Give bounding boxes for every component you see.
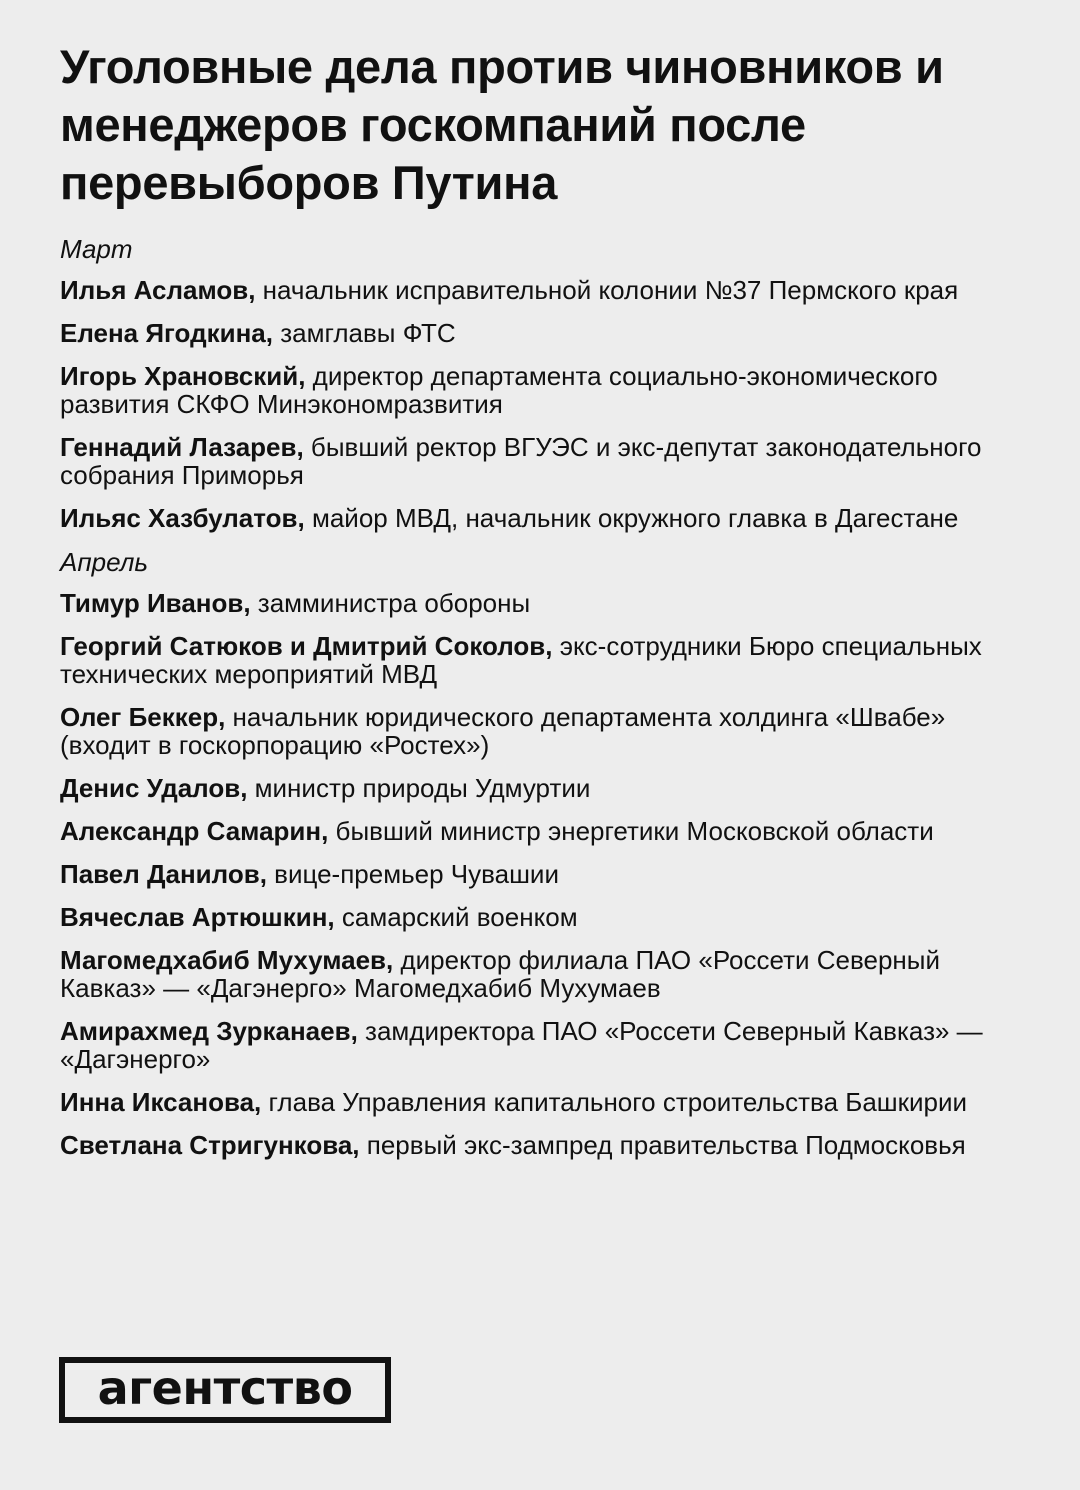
person-description: экс-сотрудники Бюро специальных технических мероприятий МВД: [60, 631, 982, 689]
person-name: Тимур Иванов,: [60, 588, 251, 618]
list-item: [60, 433, 1020, 489]
person-description: майор МВД, начальник окружного главка в Дагестане: [304, 503, 959, 533]
list-item: [60, 817, 1020, 845]
person-name: Денис Удалов,: [60, 773, 248, 803]
list-item: [60, 1017, 1020, 1073]
document: [60, 38, 1020, 1174]
logo-text: агентство: [97, 1361, 353, 1415]
list-item: [60, 774, 1020, 802]
list-item: [60, 632, 1020, 688]
list-item: [60, 276, 1020, 304]
person-name: Магомедхабиб Мухумаев,: [60, 945, 394, 975]
section-label: Апрель: [60, 547, 149, 577]
entry-list: [60, 276, 1020, 532]
person-name: Георгий Сатюков и Дмитрий Соколов,: [60, 631, 553, 661]
list-item: [60, 589, 1020, 617]
list-item: [60, 319, 1020, 347]
person-description: начальник исправительной колонии №37 Пермского края: [255, 275, 959, 305]
list-item: [60, 362, 1020, 418]
person-name: Александр Самарин,: [60, 816, 329, 846]
person-name: Павел Данилов,: [60, 859, 267, 889]
person-description: бывший ректор ВГУЭС и экс-депутат законодательного собрания Приморья: [60, 432, 982, 490]
person-description: первый экс-зампред правительства Подмосковья: [359, 1130, 966, 1160]
section-march: [60, 234, 1020, 532]
person-description: директор филиала ПАО «Россети Северный Кавказ» — «Дагэнерго» Магомедхабиб Мухумаев: [60, 945, 940, 1003]
page-title: Уголовные дела против чиновников и менеджеров госкомпаний после перевыборов Путина: [60, 40, 944, 209]
agency-logo: [59, 1357, 391, 1423]
list-item: [60, 1088, 1020, 1116]
person-description: министр природы Удмуртии: [247, 773, 591, 803]
person-name: Светлана Стригункова,: [60, 1130, 360, 1160]
person-description: замглавы ФТС: [272, 318, 456, 348]
section-label: Март: [60, 234, 133, 264]
person-description: начальник юридического департамента холдинга «Швабе» (входит в госкорпорацию «Ростех»): [60, 702, 946, 760]
person-name: Елена Ягодкина,: [60, 318, 273, 348]
person-name: Олег Беккер,: [60, 702, 226, 732]
person-name: Вячеслав Артюшкин,: [60, 902, 335, 932]
list-item: [60, 903, 1020, 931]
person-description: вице-премьер Чувашии: [266, 859, 559, 889]
person-description: директор департамента социально-экономического развития СКФО Минэкономразвития: [60, 361, 938, 419]
person-description: глава Управления капитального строительства Башкирии: [261, 1087, 968, 1117]
person-name: Илья Асламов,: [60, 275, 256, 305]
person-description: бывший министр энергетики Московской области: [328, 816, 934, 846]
person-description: замдиректора ПАО «Россети Северный Кавказ» — «Дагэнерго»: [60, 1016, 983, 1074]
person-description: замминистра обороны: [250, 588, 531, 618]
list-item: [60, 860, 1020, 888]
list-item: [60, 1131, 1020, 1159]
person-name: Геннадий Лазарев,: [60, 432, 304, 462]
entry-list: [60, 589, 1020, 1159]
person-name: Инна Иксанова,: [60, 1087, 262, 1117]
person-description: самарский военком: [334, 902, 578, 932]
person-name: Ильяс Хазбулатов,: [60, 503, 305, 533]
person-name: Игорь Храновский,: [60, 361, 306, 391]
person-name: Амирахмед Зурканаев,: [60, 1016, 358, 1046]
list-item: [60, 703, 1020, 759]
list-item: [60, 504, 1020, 532]
list-item: [60, 946, 1020, 1002]
section-april: [60, 547, 1020, 1159]
